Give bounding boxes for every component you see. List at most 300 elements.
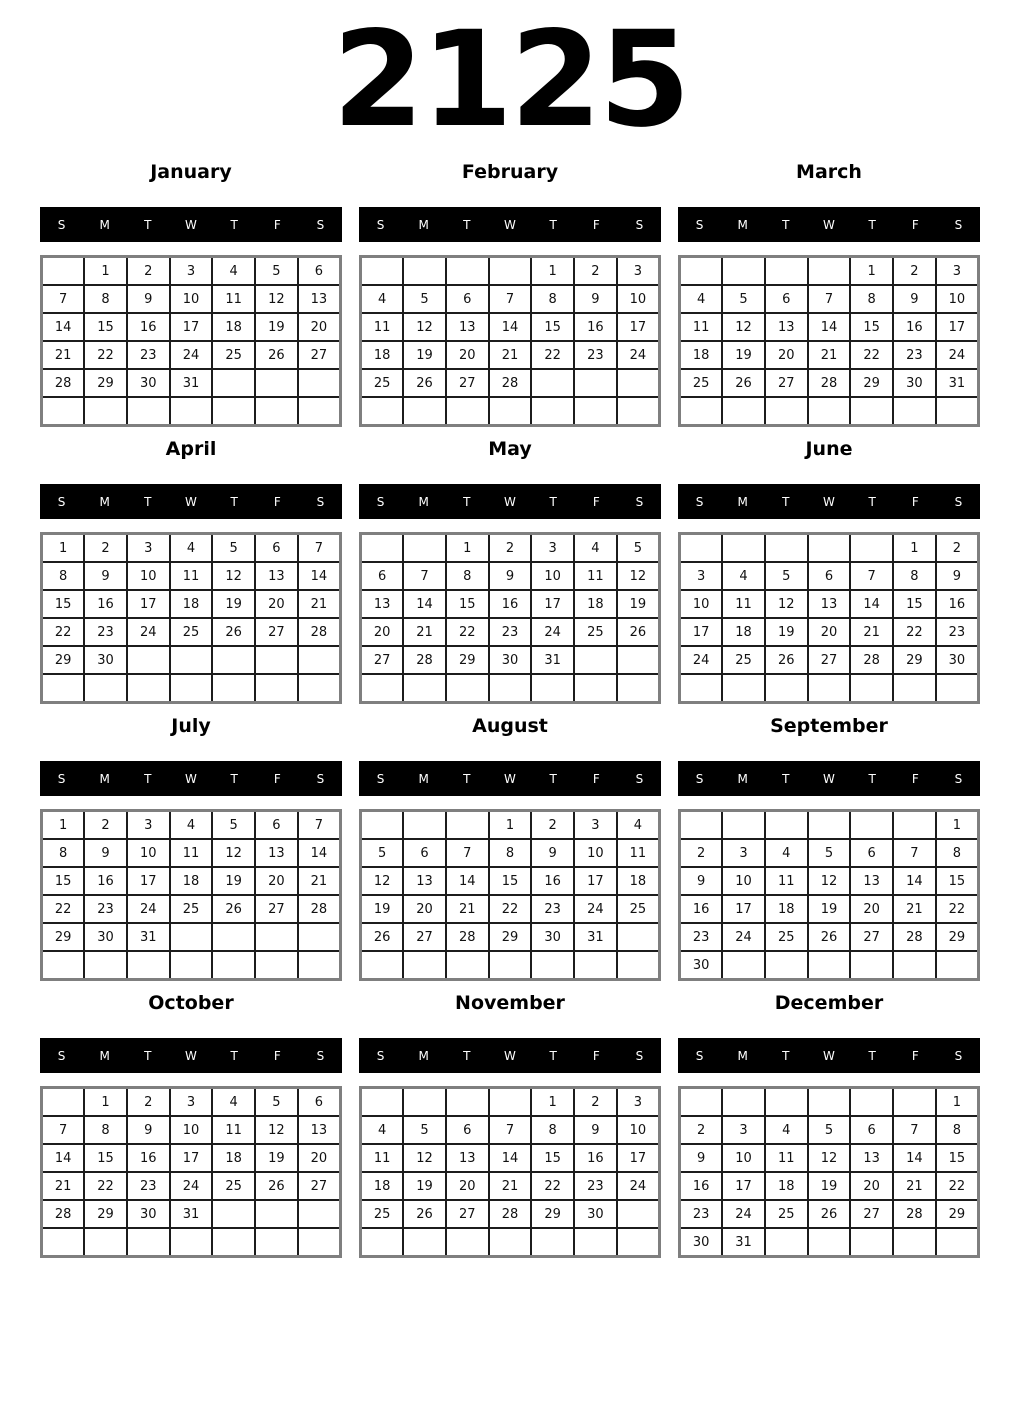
date-cell: 20	[255, 590, 298, 618]
date-cell: 15	[936, 1144, 979, 1172]
date-cell: 27	[255, 618, 298, 646]
date-cell: 29	[446, 646, 489, 674]
date-cell: 30	[574, 1200, 617, 1228]
date-cell: 15	[84, 313, 127, 341]
week-row	[42, 285, 341, 313]
date-cell: 28	[42, 1200, 85, 1228]
date-cell: 13	[298, 285, 341, 313]
date-cell: 19	[808, 895, 851, 923]
empty-date-cell	[765, 257, 808, 286]
empty-date-cell	[489, 951, 532, 980]
date-cell: 7	[489, 285, 532, 313]
day-of-week-label: F	[592, 771, 600, 786]
date-cell: 17	[936, 313, 979, 341]
date-cell: 3	[574, 811, 617, 840]
day-of-week-label: S	[954, 494, 963, 509]
day-of-week-label: S	[695, 771, 704, 786]
month-title: January	[150, 161, 232, 183]
day-of-week-label: S	[695, 217, 704, 232]
week-row	[361, 1172, 660, 1200]
month-title: April	[165, 438, 217, 460]
empty-date-cell	[617, 1200, 660, 1228]
day-of-week-label: S	[635, 494, 644, 509]
week-row	[361, 397, 660, 426]
date-cell: 6	[446, 285, 489, 313]
date-cell: 5	[765, 562, 808, 590]
date-cell: 6	[446, 1116, 489, 1144]
date-cell: 9	[127, 1116, 170, 1144]
empty-date-cell	[42, 674, 85, 703]
week-row	[680, 1228, 979, 1257]
date-cell: 19	[255, 313, 298, 341]
month-october	[40, 993, 342, 1258]
date-cell: 24	[127, 895, 170, 923]
month-title: July	[171, 715, 211, 737]
month-december	[678, 993, 980, 1258]
date-cell: 1	[850, 257, 893, 286]
empty-date-cell	[42, 1228, 85, 1257]
date-cell: 2	[574, 1088, 617, 1117]
empty-date-cell	[446, 1228, 489, 1257]
date-cell: 11	[361, 313, 404, 341]
date-cell: 10	[170, 285, 213, 313]
empty-date-cell	[446, 951, 489, 980]
date-cell: 16	[127, 1144, 170, 1172]
date-cell: 3	[722, 1116, 765, 1144]
empty-date-cell	[298, 1228, 341, 1257]
week-row	[42, 811, 341, 840]
day-of-week-label: F	[592, 1048, 600, 1063]
date-cell: 4	[574, 534, 617, 563]
date-cell: 17	[170, 1144, 213, 1172]
date-cell: 24	[722, 1200, 765, 1228]
date-cell: 1	[42, 811, 85, 840]
week-row	[42, 674, 341, 703]
empty-date-cell	[489, 397, 532, 426]
date-cell: 3	[617, 257, 660, 286]
date-cell: 2	[680, 1116, 723, 1144]
week-row	[42, 618, 341, 646]
date-cell: 2	[936, 534, 979, 563]
date-cell: 5	[808, 1116, 851, 1144]
date-cell: 1	[531, 1088, 574, 1117]
month-title: September	[770, 715, 888, 737]
date-cell: 3	[936, 257, 979, 286]
empty-date-cell	[127, 646, 170, 674]
date-cell: 1	[489, 811, 532, 840]
empty-date-cell	[850, 1228, 893, 1257]
date-cell: 13	[255, 839, 298, 867]
date-cell: 3	[617, 1088, 660, 1117]
date-cell: 25	[617, 895, 660, 923]
date-cell: 13	[850, 867, 893, 895]
date-cell: 3	[170, 1088, 213, 1117]
month-title: November	[455, 992, 565, 1014]
day-of-week-label: M	[418, 494, 429, 509]
date-cell: 12	[722, 313, 765, 341]
date-cell: 4	[765, 839, 808, 867]
empty-date-cell	[42, 397, 85, 426]
day-of-week-label: T	[868, 494, 876, 509]
date-cell: 28	[403, 646, 446, 674]
day-of-week-label: S	[316, 1048, 325, 1063]
week-row	[680, 867, 979, 895]
date-cell: 9	[574, 1116, 617, 1144]
empty-date-cell	[84, 674, 127, 703]
date-cell: 31	[936, 369, 979, 397]
week-row	[42, 397, 341, 426]
empty-date-cell	[531, 951, 574, 980]
empty-date-cell	[850, 674, 893, 703]
date-cell: 25	[361, 369, 404, 397]
day-of-week-label: W	[823, 494, 835, 509]
date-cell: 14	[893, 1144, 936, 1172]
week-row	[42, 1172, 341, 1200]
date-cell: 27	[403, 923, 446, 951]
month-may	[359, 439, 661, 704]
day-of-week-header	[678, 1038, 980, 1073]
date-cell: 5	[212, 811, 255, 840]
day-of-week-label: S	[57, 494, 66, 509]
day-of-week-label: F	[592, 494, 600, 509]
date-cell: 30	[936, 646, 979, 674]
day-of-week-label: F	[592, 217, 600, 232]
empty-date-cell	[808, 397, 851, 426]
day-of-week-label: F	[273, 1048, 281, 1063]
day-of-week-label: M	[418, 771, 429, 786]
date-cell: 10	[531, 562, 574, 590]
day-of-week-label: S	[57, 771, 66, 786]
week-row	[42, 867, 341, 895]
empty-date-cell	[446, 674, 489, 703]
date-cell: 29	[531, 1200, 574, 1228]
week-row	[42, 341, 341, 369]
date-cell: 23	[127, 1172, 170, 1200]
week-row	[361, 369, 660, 397]
day-of-week-label: S	[376, 217, 385, 232]
date-cell: 27	[298, 341, 341, 369]
empty-date-cell	[212, 646, 255, 674]
month-january	[40, 162, 342, 427]
day-of-week-header	[359, 484, 661, 519]
week-row	[361, 534, 660, 563]
empty-date-cell	[403, 674, 446, 703]
date-cell: 22	[42, 895, 85, 923]
empty-date-cell	[403, 534, 446, 563]
empty-date-cell	[574, 1228, 617, 1257]
empty-date-cell	[617, 369, 660, 397]
week-row	[42, 313, 341, 341]
empty-date-cell	[170, 923, 213, 951]
day-of-week-label: T	[549, 1048, 557, 1063]
date-cell: 5	[255, 1088, 298, 1117]
date-cell: 21	[298, 590, 341, 618]
date-cell: 16	[936, 590, 979, 618]
date-cell: 28	[298, 618, 341, 646]
date-cell: 15	[42, 867, 85, 895]
empty-date-cell	[722, 951, 765, 980]
date-cell: 18	[765, 895, 808, 923]
date-cell: 25	[765, 923, 808, 951]
date-cell: 7	[42, 1116, 85, 1144]
date-cell: 14	[42, 1144, 85, 1172]
date-grid	[678, 532, 980, 704]
empty-date-cell	[617, 923, 660, 951]
date-cell: 28	[298, 895, 341, 923]
week-row	[361, 341, 660, 369]
date-cell: 15	[850, 313, 893, 341]
empty-date-cell	[722, 534, 765, 563]
date-cell: 28	[489, 369, 532, 397]
date-cell: 29	[84, 1200, 127, 1228]
date-cell: 13	[298, 1116, 341, 1144]
day-of-week-label: W	[185, 217, 197, 232]
empty-date-cell	[680, 1088, 723, 1117]
date-cell: 16	[680, 1172, 723, 1200]
date-cell: 20	[446, 341, 489, 369]
date-cell: 31	[531, 646, 574, 674]
date-cell: 23	[574, 341, 617, 369]
empty-date-cell	[893, 674, 936, 703]
date-cell: 21	[489, 341, 532, 369]
date-cell: 16	[127, 313, 170, 341]
day-of-week-label: S	[376, 771, 385, 786]
day-of-week-label: T	[549, 771, 557, 786]
empty-date-cell	[574, 674, 617, 703]
empty-date-cell	[255, 369, 298, 397]
empty-date-cell	[298, 923, 341, 951]
empty-date-cell	[403, 811, 446, 840]
day-of-week-label: M	[737, 494, 748, 509]
date-cell: 13	[255, 562, 298, 590]
empty-date-cell	[808, 951, 851, 980]
date-cell: 19	[361, 895, 404, 923]
day-of-week-label: T	[144, 771, 152, 786]
date-cell: 21	[489, 1172, 532, 1200]
day-of-week-label: S	[954, 1048, 963, 1063]
day-of-week-label: T	[782, 771, 790, 786]
day-of-week-label: M	[418, 217, 429, 232]
day-of-week-label: F	[273, 771, 281, 786]
date-cell: 12	[403, 313, 446, 341]
date-cell: 12	[255, 1116, 298, 1144]
empty-date-cell	[255, 1200, 298, 1228]
day-of-week-label: T	[230, 217, 238, 232]
date-grid	[359, 809, 661, 981]
date-grid	[359, 532, 661, 704]
month-september	[678, 716, 980, 981]
date-cell: 9	[127, 285, 170, 313]
date-cell: 1	[936, 811, 979, 840]
day-of-week-label: S	[635, 771, 644, 786]
empty-date-cell	[808, 257, 851, 286]
date-cell: 27	[298, 1172, 341, 1200]
date-cell: 29	[84, 369, 127, 397]
day-of-week-label: S	[57, 217, 66, 232]
date-cell: 27	[361, 646, 404, 674]
empty-date-cell	[893, 1228, 936, 1257]
date-cell: 25	[722, 646, 765, 674]
date-cell: 18	[574, 590, 617, 618]
day-of-week-label: M	[737, 217, 748, 232]
date-cell: 8	[850, 285, 893, 313]
month-title: March	[796, 161, 862, 183]
date-cell: 12	[212, 562, 255, 590]
week-row	[680, 1172, 979, 1200]
date-cell: 10	[680, 590, 723, 618]
date-cell: 17	[722, 1172, 765, 1200]
date-cell: 9	[84, 562, 127, 590]
empty-date-cell	[574, 951, 617, 980]
day-of-week-label: W	[185, 1048, 197, 1063]
day-of-week-header	[359, 761, 661, 796]
empty-date-cell	[127, 1228, 170, 1257]
day-of-week-label: T	[230, 1048, 238, 1063]
date-cell: 19	[808, 1172, 851, 1200]
date-cell: 12	[403, 1144, 446, 1172]
date-cell: 31	[722, 1228, 765, 1257]
empty-date-cell	[446, 397, 489, 426]
week-row	[680, 397, 979, 426]
week-row	[680, 811, 979, 840]
week-row	[680, 1088, 979, 1117]
day-of-week-label: W	[504, 1048, 516, 1063]
week-row	[680, 839, 979, 867]
date-cell: 22	[489, 895, 532, 923]
day-of-week-label: S	[635, 1048, 644, 1063]
day-of-week-label: M	[737, 1048, 748, 1063]
date-cell: 10	[170, 1116, 213, 1144]
day-of-week-label: T	[549, 494, 557, 509]
date-cell: 7	[298, 811, 341, 840]
date-cell: 26	[722, 369, 765, 397]
date-cell: 22	[446, 618, 489, 646]
empty-date-cell	[446, 1088, 489, 1117]
empty-date-cell	[936, 674, 979, 703]
date-cell: 14	[298, 839, 341, 867]
empty-date-cell	[722, 257, 765, 286]
empty-date-cell	[212, 923, 255, 951]
date-cell: 28	[489, 1200, 532, 1228]
day-of-week-label: W	[823, 217, 835, 232]
date-cell: 24	[170, 341, 213, 369]
date-cell: 5	[617, 534, 660, 563]
week-row	[680, 341, 979, 369]
empty-date-cell	[403, 397, 446, 426]
date-cell: 24	[574, 895, 617, 923]
week-row	[680, 1144, 979, 1172]
date-cell: 28	[893, 1200, 936, 1228]
empty-date-cell	[361, 534, 404, 563]
empty-date-cell	[722, 397, 765, 426]
date-cell: 29	[850, 369, 893, 397]
empty-date-cell	[489, 1228, 532, 1257]
empty-date-cell	[936, 1228, 979, 1257]
date-cell: 30	[680, 1228, 723, 1257]
empty-date-cell	[361, 1228, 404, 1257]
date-cell: 7	[808, 285, 851, 313]
date-cell: 22	[850, 341, 893, 369]
empty-date-cell	[361, 397, 404, 426]
date-cell: 14	[808, 313, 851, 341]
day-of-week-label: T	[868, 1048, 876, 1063]
empty-date-cell	[212, 674, 255, 703]
date-cell: 2	[531, 811, 574, 840]
empty-date-cell	[212, 397, 255, 426]
date-cell: 30	[127, 369, 170, 397]
empty-date-cell	[531, 397, 574, 426]
date-cell: 4	[765, 1116, 808, 1144]
date-cell: 23	[936, 618, 979, 646]
date-cell: 14	[42, 313, 85, 341]
week-row	[361, 923, 660, 951]
week-row	[361, 1088, 660, 1117]
day-of-week-label: T	[463, 771, 471, 786]
empty-date-cell	[808, 534, 851, 563]
date-cell: 17	[680, 618, 723, 646]
empty-date-cell	[212, 951, 255, 980]
week-row	[680, 895, 979, 923]
date-cell: 30	[680, 951, 723, 980]
empty-date-cell	[127, 951, 170, 980]
week-row	[680, 369, 979, 397]
empty-date-cell	[765, 674, 808, 703]
date-cell: 2	[127, 257, 170, 286]
date-cell: 24	[170, 1172, 213, 1200]
empty-date-cell	[298, 397, 341, 426]
date-cell: 16	[574, 1144, 617, 1172]
date-cell: 14	[298, 562, 341, 590]
empty-date-cell	[212, 1228, 255, 1257]
date-cell: 17	[127, 867, 170, 895]
date-cell: 1	[42, 534, 85, 563]
empty-date-cell	[403, 1088, 446, 1117]
date-cell: 10	[936, 285, 979, 313]
date-cell: 26	[361, 923, 404, 951]
empty-date-cell	[84, 397, 127, 426]
date-cell: 26	[808, 923, 851, 951]
date-cell: 21	[42, 1172, 85, 1200]
date-cell: 11	[361, 1144, 404, 1172]
empty-date-cell	[574, 369, 617, 397]
date-cell: 27	[255, 895, 298, 923]
week-row	[680, 313, 979, 341]
date-cell: 20	[765, 341, 808, 369]
month-june	[678, 439, 980, 704]
day-of-week-label: T	[144, 1048, 152, 1063]
week-row	[680, 618, 979, 646]
day-of-week-label: T	[549, 217, 557, 232]
week-row	[42, 646, 341, 674]
week-row	[361, 618, 660, 646]
month-title: December	[774, 992, 884, 1014]
month-title: June	[805, 438, 853, 460]
week-row	[680, 257, 979, 286]
date-cell: 17	[722, 895, 765, 923]
date-cell: 4	[680, 285, 723, 313]
date-cell: 7	[489, 1116, 532, 1144]
empty-date-cell	[617, 674, 660, 703]
date-cell: 23	[489, 618, 532, 646]
empty-date-cell	[531, 674, 574, 703]
day-of-week-label: T	[463, 217, 471, 232]
date-cell: 9	[893, 285, 936, 313]
day-of-week-header	[359, 1038, 661, 1073]
day-of-week-label: T	[144, 217, 152, 232]
date-cell: 26	[212, 895, 255, 923]
empty-date-cell	[255, 923, 298, 951]
week-row	[680, 590, 979, 618]
